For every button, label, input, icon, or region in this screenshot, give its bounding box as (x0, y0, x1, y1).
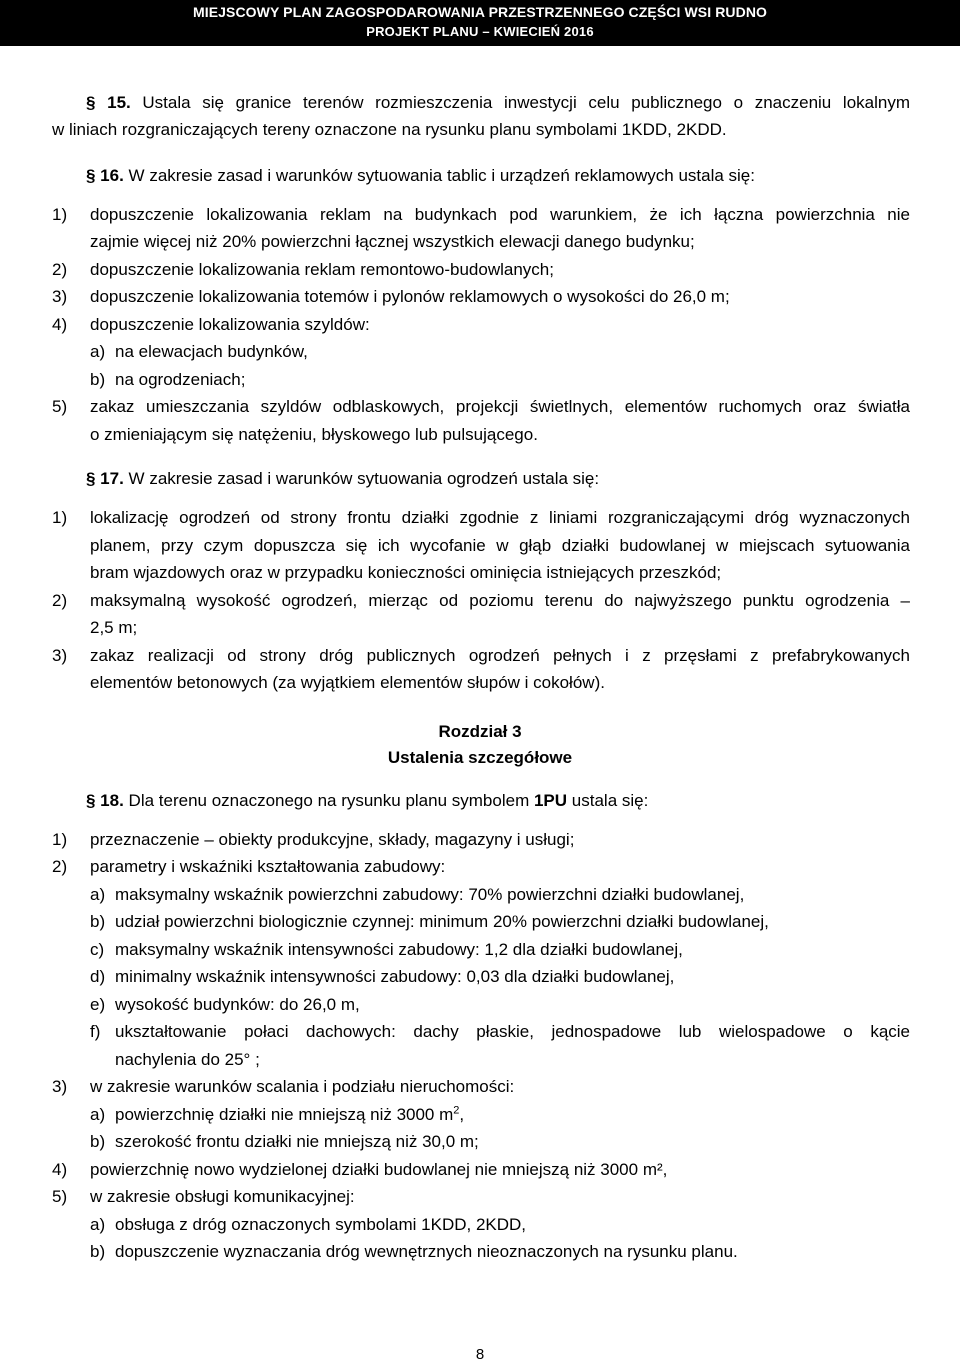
sublist-letter: a) (90, 342, 106, 361)
sublist-item: maksymalny wskaźnik intensywności zabudowy: 1,2 dla działki budowlanej, (115, 940, 683, 959)
list-item-continued: 2,5 m; (90, 618, 138, 637)
header-subtitle: PROJEKT PLANU – KWIECIEŃ 2016 (366, 24, 594, 39)
paragraph-17-intro: § 17. W zakresie zasad i warunków sytuowania ogrodzeń ustala się: (86, 469, 600, 488)
sublist-item: obsługa z dróg oznaczonych symbolami 1KDD, 2KDD, (115, 1215, 527, 1234)
list-number: 1) (52, 205, 68, 224)
list-item: dopuszczenie lokalizowania reklam na budynkach pod warunkiem, że ich łączna powierzchnia nie (90, 205, 910, 224)
list-item: dopuszczenie lokalizowania totemów i pylonów reklamowych o wysokości do 26,0 m; (90, 287, 730, 306)
zone-symbol: 1PU (533, 791, 568, 810)
list-number: 3) (52, 1077, 68, 1096)
list-number: 2) (52, 260, 68, 279)
list-item: dopuszczenie lokalizowania szyldów: (90, 315, 370, 334)
sublist-letter: b) (90, 1242, 106, 1261)
list-number: 1) (52, 830, 68, 849)
chapter-title: Rozdział 3 (438, 722, 522, 741)
list-item-continued: zajmie więcej niż 20% powierzchni łącznej wszystkich elewacji danego budynku; (90, 232, 695, 251)
paragraph-16-intro: § 16. W zakresie zasad i warunków sytuowania tablic i urządzeń reklamowych ustala się: (86, 166, 755, 185)
paragraph-16-number: § 16. (86, 166, 124, 185)
sublist-letter: a) (90, 885, 106, 904)
paragraph-18-intro: § 18. Dla terenu oznaczonego na rysunku planu symbolem 1PU ustala się: (86, 791, 649, 810)
list-item: dopuszczenie lokalizowania reklam remontowo-budowlanych; (90, 260, 554, 279)
paragraph-18-number: § 18. (86, 791, 124, 810)
paragraph-15-line2: w liniach rozgraniczających tereny oznaczone na rysunku planu symbolami 1KDD, 2KDD. (52, 120, 727, 139)
list-item: w zakresie warunków scalania i podziału nieruchomości: (90, 1077, 515, 1096)
superscript: 2 (453, 1104, 460, 1117)
sublist-item: maksymalny wskaźnik powierzchni zabudowy: 70% powierzchni działki budowlanej, (115, 885, 745, 904)
list-item-continued: o zmieniającym się natężeniu, błyskowego lub pulsującego. (90, 425, 538, 444)
sublist-letter: c) (90, 940, 105, 959)
list-number: 2) (52, 857, 68, 876)
list-number: 5) (52, 397, 68, 416)
list-item-continued: elementów betonowych (za wyjątkiem elementów słupów i cokołów). (90, 673, 605, 692)
sublist-item-continued: nachylenia do 25° ; (115, 1050, 260, 1069)
list-number: 3) (52, 287, 68, 306)
sublist-item: minimalny wskaźnik intensywności zabudowy: 0,03 dla działki budowlanej, (115, 967, 675, 986)
list-item: parametry i wskaźniki kształtowania zabudowy: (90, 857, 446, 876)
list-number: 3) (52, 646, 68, 665)
list-number: 1) (52, 508, 68, 527)
list-item: zakaz umieszczania szyldów odblaskowych, projekcji świetlnych, elementów ruchomych oraz światła (90, 397, 910, 416)
sublist-item: na elewacjach budynków, (115, 342, 308, 361)
list-number: 4) (52, 1160, 68, 1179)
sublist-letter: b) (90, 912, 106, 931)
page-number: 8 (475, 1346, 485, 1363)
list-item: zakaz realizacji od strony dróg publicznych ogrodzeń pełnych i z przęsłami z prefabrykowanych (90, 646, 910, 665)
list-number: 5) (52, 1187, 68, 1206)
sublist-letter: d) (90, 967, 106, 986)
sublist-letter: f) (90, 1022, 101, 1041)
sublist-letter: a) (90, 1105, 106, 1124)
sublist-letter: a) (90, 1215, 106, 1234)
list-item: przeznaczenie – obiekty produkcyjne, składy, magazyny i usługi; (90, 830, 575, 849)
sublist-letter: e) (90, 995, 106, 1014)
header-title: MIEJSCOWY PLAN ZAGOSPODAROWANIA PRZESTRZENNEGO CZĘŚCI WSI RUDNO (192, 4, 768, 20)
paragraph-17-number: § 17. (86, 469, 124, 488)
sublist-item: udział powierzchni biologicznie czynnej: minimum 20% powierzchni działki budowlanej, (115, 912, 769, 931)
list-item: maksymalną wysokość ogrodzeń, mierząc od poziomu terenu do najwyższego punktu ogrodzenia – (90, 591, 910, 610)
paragraph-15-number: § 15. (86, 93, 131, 112)
sublist-letter: b) (90, 1132, 106, 1151)
sublist-item: na ogrodzeniach; (115, 370, 246, 389)
list-item-continued: bram wjazdowych oraz w przypadku konieczności ominięcia istniejących przeszkód; (90, 563, 722, 582)
sublist-item: ukształtowanie połaci dachowych: dachy płaskie, jednospadowe lub wielospadowe o kącie (115, 1022, 910, 1041)
chapter-subtitle: Ustalenia szczegółowe (387, 748, 573, 767)
sublist-item: dopuszczenie wyznaczania dróg wewnętrznych nieoznaczonych na rysunku planu. (115, 1242, 738, 1261)
sublist-item: wysokość budynków: do 26,0 m, (115, 995, 360, 1014)
list-number: 2) (52, 591, 68, 610)
list-number: 4) (52, 315, 68, 334)
list-item: powierzchnię nowo wydzielonej działki budowlanej nie mniejszą niż 3000 m², (90, 1160, 668, 1179)
sublist-item: powierzchnię działki nie mniejszą niż 3000 $m^2$, (115, 1104, 465, 1124)
sublist-item: szerokość frontu działki nie mniejszą niż 30,0 m; (115, 1132, 479, 1151)
list-item: lokalizację ogrodzeń od strony frontu działki zgodnie z liniami rozgraniczającymi dróg wyznaczonych (90, 508, 910, 527)
list-item-continued: planem, przy czym dopuszcza się ich wycofanie w głąb działki budowlanej w miejscach sytuowania (90, 536, 910, 555)
paragraph-15-line1: § 15. Ustala się granice terenów rozmieszczenia inwestycji celu publicznego o znaczeniu lokalnym (86, 93, 910, 112)
sublist-letter: b) (90, 370, 106, 389)
list-item: w zakresie obsługi komunikacyjnej: (90, 1187, 355, 1206)
